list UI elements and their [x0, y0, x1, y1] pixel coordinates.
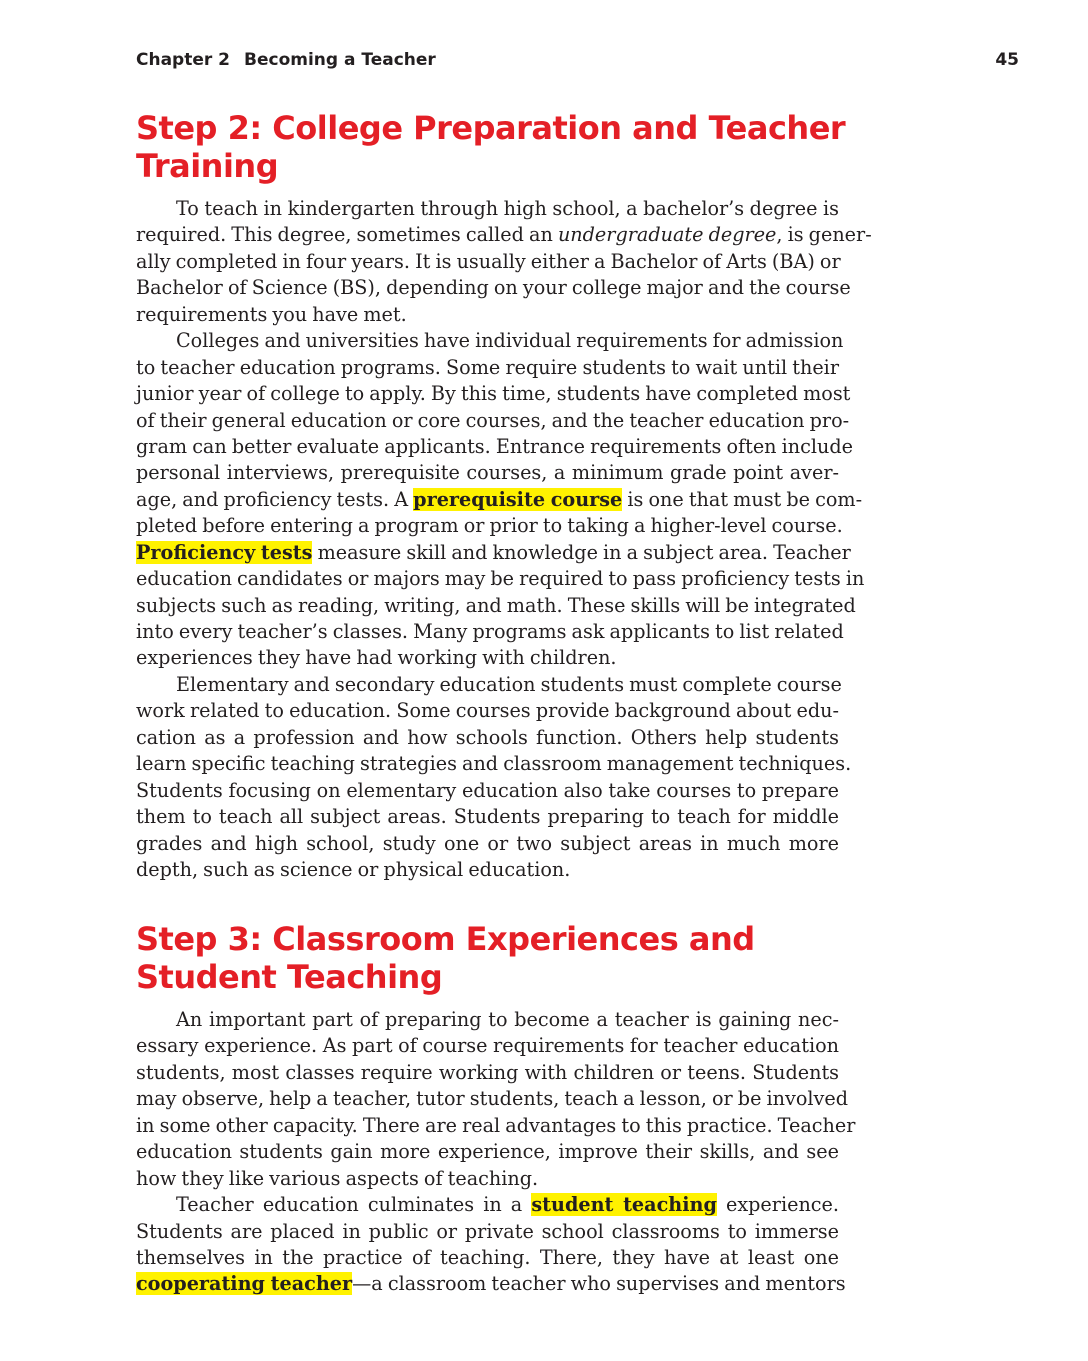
text-run: may observe, help a teacher, tutor students, teach a lesson, or be involved [136, 1087, 849, 1111]
text-line [136, 698, 839, 724]
text-line [136, 593, 856, 619]
text-run: personal interviews, prerequisite courses, a minimum grade point aver- [136, 461, 839, 485]
text-run: Elementary and secondary education students must complete course [176, 672, 842, 696]
key-term-highlight: student teaching [531, 1193, 717, 1217]
text-line [136, 1139, 839, 1165]
text-line [136, 408, 850, 434]
text-line [136, 566, 865, 592]
text-line [136, 1007, 839, 1033]
text-line [136, 1192, 839, 1218]
text-run: An important part of preparing to become a teacher is gaining nec- [176, 1008, 839, 1031]
text-line [136, 725, 839, 751]
text-line [136, 1271, 846, 1297]
text-run: Students are placed in public or private school classrooms to immerse [136, 1219, 839, 1243]
text-run: grades and high school, study one or two subject areas in much more [136, 831, 839, 855]
text-run: in some other capacity. There are real advantages to this practice. Teacher [136, 1113, 856, 1137]
text-line [136, 249, 839, 275]
text-run: work related to education. Some courses provide background about edu- [136, 699, 839, 723]
text-line [136, 381, 851, 407]
heading-line: Step 2: College Preparation and Teacher [136, 109, 846, 147]
text-run: ally completed in four years. It is usually either a Bachelor of Arts (BA) or [136, 249, 841, 273]
text-line [136, 487, 863, 513]
text-line [136, 619, 844, 645]
page-number: 45 [995, 50, 1019, 70]
text-line [136, 645, 839, 671]
section-body-step-2 [136, 196, 872, 883]
key-term-highlight: prerequisite course [413, 487, 623, 511]
text-line [136, 328, 844, 354]
text-line [136, 1245, 839, 1271]
text-line [136, 540, 851, 566]
text-run: experiences they have had working with children. [136, 646, 617, 670]
text-line [136, 434, 854, 460]
text-line [136, 804, 839, 830]
text-line [136, 831, 839, 857]
text-line [136, 222, 872, 248]
text-run: students, most classes require working with children or teens. Students [136, 1060, 839, 1084]
text-run: how they like various aspects of teaching. [136, 1166, 539, 1190]
text-run: education candidates or majors may be required to pass proficiency tests in [136, 567, 865, 591]
text-run: Colleges and universities have individual requirements for admission [176, 329, 844, 353]
text-run: measure skill and knowledge in a subject area. Teacher [312, 540, 851, 564]
text-line [136, 275, 851, 301]
key-term-highlight: Proficiency tests [136, 540, 313, 564]
text-line [136, 1033, 839, 1059]
text-line [136, 672, 842, 698]
text-run: subjects such as reading, writing, and math. These skills will be integrated [136, 593, 856, 617]
text-line [136, 1219, 839, 1245]
text-run: is one that must be com- [622, 487, 863, 511]
chapter-title: Becoming a Teacher [244, 50, 436, 70]
section-heading-step-3 [136, 920, 755, 996]
text-run: of their general education or core courses, and the teacher education pro- [136, 408, 850, 432]
text-line [136, 751, 852, 777]
paragraph [136, 196, 872, 328]
heading-line: Student Teaching [136, 958, 443, 996]
text-run: to teacher education programs. Some require students to wait until their [136, 355, 839, 379]
text-run: pleted before entering a program or prior to taking a higher-level course. [136, 514, 843, 538]
text-run: cation as a profession and how schools function. Others help students [136, 725, 839, 749]
paragraph [136, 328, 865, 672]
heading-line: Step 3: Classroom Experiences and [136, 920, 755, 958]
text-line [136, 857, 839, 883]
text-run: into every teacher’s classes. Many programs ask applicants to list related [136, 620, 844, 643]
text-run: essary experience. As part of course requirements for teacher education [136, 1034, 839, 1058]
text-line [136, 1060, 839, 1086]
text-line [136, 1086, 849, 1112]
text-run: education students gain more experience, improve their skills, and see [136, 1140, 839, 1164]
text-line [136, 355, 839, 381]
text-run: experience. [716, 1193, 840, 1217]
text-line [136, 460, 839, 486]
text-run: depth, such as science or physical education. [136, 857, 571, 881]
text-line [136, 513, 843, 539]
paragraph [136, 1007, 856, 1192]
text-run: , is gener- [776, 223, 872, 247]
key-term-highlight: cooperating teacher [136, 1272, 353, 1296]
paragraph [136, 1192, 846, 1298]
text-run: To teach in kindergarten through high school, a bachelor’s degree is [176, 197, 839, 220]
text-line [136, 778, 839, 804]
text-run: learn specific teaching strategies and classroom management techniques. [136, 752, 852, 776]
text-run: Students focusing on elementary education also take courses to prepare [136, 778, 839, 802]
text-run: gram can better evaluate applicants. Entrance requirements often include [136, 434, 854, 458]
text-run: age, and proficiency tests. A [136, 487, 414, 511]
text-line [136, 196, 839, 222]
section-body-step-3 [136, 1007, 856, 1298]
text-run: Bachelor of Science (BS), depending on your college major and the course [136, 276, 851, 300]
text-run: requirements you have met. [136, 302, 407, 326]
heading-line: Training [136, 147, 279, 185]
text-run: —a classroom teacher who supervises and mentors [352, 1272, 846, 1296]
text-run: themselves in the practice of teaching. There, they have at least one [136, 1245, 839, 1269]
text-line [136, 1113, 856, 1139]
chapter-label: Chapter 2 [136, 50, 231, 70]
text-run: them to teach all subject areas. Students preparing to teach for middle [136, 805, 839, 829]
text-run: Teacher education culminates in a [176, 1193, 532, 1217]
text-run: junior year of college to apply. By this time, students have completed most [136, 382, 851, 406]
section-heading-step-2 [136, 109, 845, 185]
text-run: required. This degree, sometimes called an [136, 223, 558, 247]
text-line [136, 302, 839, 328]
italic-term: undergraduate degree [557, 223, 777, 247]
text-line [136, 1166, 839, 1192]
paragraph [136, 672, 852, 884]
